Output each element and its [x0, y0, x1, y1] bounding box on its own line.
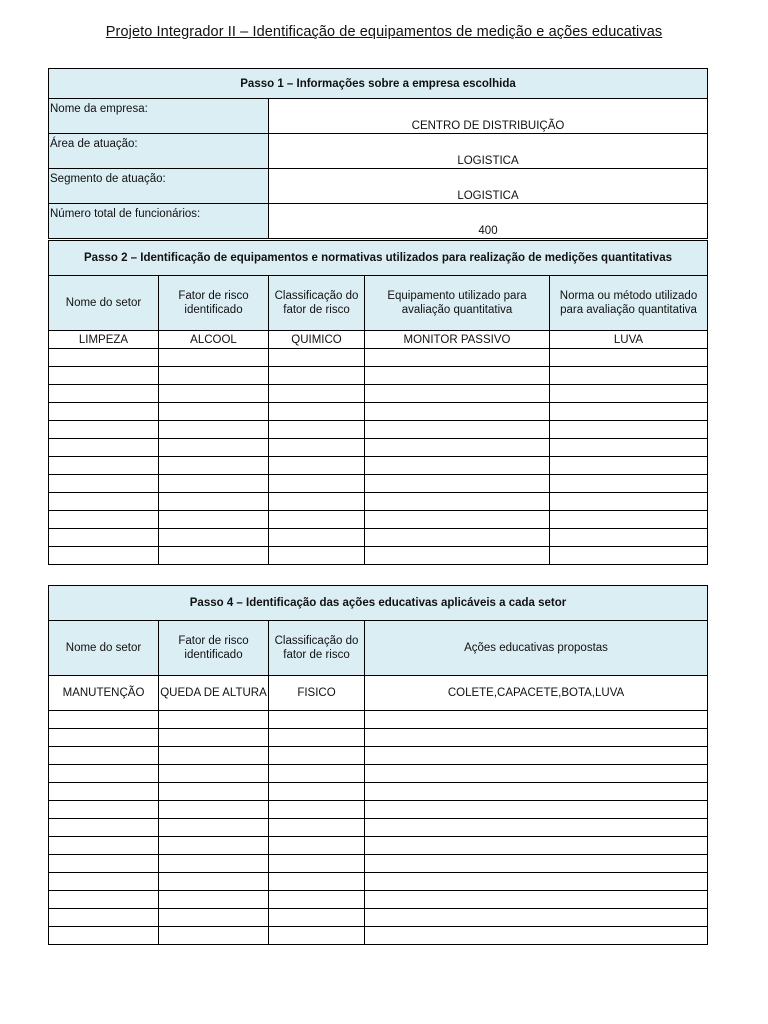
document-title: Projeto Integrador II – Identificação de equipamentos de medição e ações educativas: [105, 24, 663, 40]
empty-cell: [550, 421, 708, 439]
empty-row: [49, 729, 708, 747]
empty-cell: [365, 475, 550, 493]
empty-cell: [550, 493, 708, 511]
empty-cell: [159, 729, 269, 747]
empty-cell: [550, 511, 708, 529]
empty-row: [49, 385, 708, 403]
empty-cell: [159, 891, 269, 909]
empty-row: [49, 421, 708, 439]
empty-cell: [365, 421, 550, 439]
empty-row: [49, 511, 708, 529]
empty-cell: [365, 711, 708, 729]
empty-cell: [269, 747, 365, 765]
table-cell: COLETE,CAPACETE,BOTA,LUVA: [365, 676, 708, 711]
empty-cell: [159, 475, 269, 493]
empty-cell: [550, 385, 708, 403]
empty-cell: [159, 927, 269, 945]
empty-cell: [550, 457, 708, 475]
empty-cell: [365, 367, 550, 385]
empty-cell: [49, 457, 159, 475]
empty-cell: [269, 837, 365, 855]
empty-cell: [365, 511, 550, 529]
empty-rows: [49, 349, 708, 565]
empty-cell: [49, 891, 159, 909]
column-header: Fator de risco identificado: [159, 621, 269, 676]
empty-cell: [159, 873, 269, 891]
empty-row: [49, 927, 708, 945]
company-info-table: [48, 68, 708, 239]
empty-row: [49, 891, 708, 909]
empty-cell: [159, 801, 269, 819]
empty-cell: [49, 711, 159, 729]
empty-cell: [49, 529, 159, 547]
empty-cell: [365, 819, 708, 837]
empty-cell: [159, 837, 269, 855]
empty-cell: [269, 475, 365, 493]
segment-label: Segmento de atuação:: [49, 169, 269, 204]
table-cell: MANUTENÇÃO: [49, 676, 159, 711]
empty-cell: [365, 909, 708, 927]
empty-cell: [365, 765, 708, 783]
empty-cell: [269, 349, 365, 367]
empty-cell: [159, 711, 269, 729]
empty-cell: [550, 439, 708, 457]
empty-cell: [269, 403, 365, 421]
empty-cell: [365, 927, 708, 945]
educational-actions-table: [48, 585, 708, 945]
empty-cell: [269, 385, 365, 403]
empty-row: [49, 711, 708, 729]
empty-row: [49, 837, 708, 855]
empty-cell: [49, 837, 159, 855]
table-cell: ALCOOL: [159, 331, 269, 349]
empty-cell: [159, 747, 269, 765]
empty-cell: [550, 403, 708, 421]
measurement-equipment-table: [48, 240, 708, 565]
empty-cell: [365, 439, 550, 457]
empty-row: [49, 783, 708, 801]
table-row: [49, 676, 708, 711]
empty-cell: [365, 547, 550, 565]
empty-cell: [159, 403, 269, 421]
empty-cell: [49, 403, 159, 421]
empty-row: [49, 367, 708, 385]
table-cell: QUEDA DE ALTURA: [159, 676, 269, 711]
employees-label: Número total de funcionários:: [49, 204, 269, 239]
empty-cell: [49, 475, 159, 493]
empty-cell: [159, 493, 269, 511]
empty-cell: [159, 367, 269, 385]
empty-row: [49, 747, 708, 765]
empty-cell: [159, 547, 269, 565]
empty-cell: [365, 783, 708, 801]
empty-cell: [365, 493, 550, 511]
empty-cell: [159, 421, 269, 439]
empty-cell: [365, 529, 550, 547]
company-name-value: CENTRO DE DISTRIBUIÇÃO: [269, 99, 708, 134]
column-header: Nome do setor: [49, 621, 159, 676]
area-value: LOGISTICA: [269, 134, 708, 169]
column-header: Ações educativas propostas: [365, 621, 708, 676]
employees-value: 400: [269, 204, 708, 239]
empty-cell: [49, 421, 159, 439]
empty-cell: [269, 765, 365, 783]
empty-cell: [49, 367, 159, 385]
company-name-label: Nome da empresa:: [49, 99, 269, 134]
empty-cell: [269, 855, 365, 873]
empty-cell: [49, 547, 159, 565]
empty-row: [49, 493, 708, 511]
empty-cell: [49, 349, 159, 367]
empty-row: [49, 765, 708, 783]
empty-cell: [159, 855, 269, 873]
column-header: Fator de risco identificado: [159, 276, 269, 331]
empty-cell: [550, 475, 708, 493]
passo4-title: Passo 4 – Identificação das ações educativas aplicáveis a cada setor: [49, 586, 708, 621]
empty-cell: [159, 765, 269, 783]
empty-cell: [159, 909, 269, 927]
empty-cell: [269, 927, 365, 945]
empty-cell: [269, 457, 365, 475]
empty-cell: [159, 457, 269, 475]
empty-row: [49, 403, 708, 421]
empty-cell: [365, 729, 708, 747]
empty-cell: [159, 349, 269, 367]
empty-row: [49, 349, 708, 367]
empty-cell: [365, 855, 708, 873]
empty-row: [49, 819, 708, 837]
segment-value: LOGISTICA: [269, 169, 708, 204]
empty-cell: [159, 385, 269, 403]
empty-cell: [159, 439, 269, 457]
empty-cell: [269, 547, 365, 565]
empty-cell: [269, 493, 365, 511]
empty-cell: [269, 909, 365, 927]
empty-cell: [49, 747, 159, 765]
empty-row: [49, 457, 708, 475]
empty-cell: [365, 837, 708, 855]
passo1-title: Passo 1 – Informações sobre a empresa escolhida: [49, 69, 708, 99]
empty-cell: [49, 439, 159, 457]
empty-row: [49, 475, 708, 493]
empty-cell: [159, 819, 269, 837]
empty-cell: [49, 765, 159, 783]
column-header: Norma ou método utilizado para avaliação quantitativa: [550, 276, 708, 331]
empty-row: [49, 855, 708, 873]
empty-cell: [269, 801, 365, 819]
empty-cell: [159, 529, 269, 547]
empty-cell: [550, 367, 708, 385]
empty-cell: [550, 547, 708, 565]
empty-cell: [49, 873, 159, 891]
table-cell: LIMPEZA: [49, 331, 159, 349]
empty-cell: [365, 873, 708, 891]
segment-row: [49, 169, 708, 204]
empty-row: [49, 801, 708, 819]
empty-cell: [49, 855, 159, 873]
empty-cell: [269, 819, 365, 837]
empty-cell: [269, 529, 365, 547]
empty-cell: [49, 729, 159, 747]
area-label: Área de atuação:: [49, 134, 269, 169]
empty-row: [49, 909, 708, 927]
empty-cell: [269, 729, 365, 747]
empty-cell: [159, 783, 269, 801]
empty-cell: [365, 801, 708, 819]
empty-cell: [365, 891, 708, 909]
empty-cell: [269, 421, 365, 439]
column-header: Equipamento utilizado para avaliação quantitativa: [365, 276, 550, 331]
empty-cell: [49, 927, 159, 945]
passo2-title: Passo 2 – Identificação de equipamentos e normativas utilizados para realização de medições quantitativas: [49, 241, 708, 276]
empty-cell: [269, 439, 365, 457]
empty-row: [49, 873, 708, 891]
column-header: Classificação do fator de risco: [269, 276, 365, 331]
empty-cell: [49, 783, 159, 801]
column-header: Nome do setor: [49, 276, 159, 331]
empty-cell: [269, 891, 365, 909]
empty-cell: [365, 747, 708, 765]
area-row: [49, 134, 708, 169]
empty-row: [49, 439, 708, 457]
empty-cell: [159, 511, 269, 529]
empty-cell: [269, 873, 365, 891]
empty-cell: [269, 367, 365, 385]
column-header: Classificação do fator de risco: [269, 621, 365, 676]
empty-cell: [365, 385, 550, 403]
empty-cell: [49, 511, 159, 529]
empty-cell: [49, 909, 159, 927]
table-cell: MONITOR PASSIVO: [365, 331, 550, 349]
empty-cell: [365, 349, 550, 367]
empty-cell: [49, 385, 159, 403]
table-cell: FISICO: [269, 676, 365, 711]
empty-cell: [365, 457, 550, 475]
empty-cell: [269, 711, 365, 729]
empty-row: [49, 529, 708, 547]
empty-cell: [550, 529, 708, 547]
empty-cell: [49, 801, 159, 819]
empty-rows: [49, 711, 708, 945]
company-name-row: [49, 99, 708, 134]
empty-cell: [269, 511, 365, 529]
empty-cell: [365, 403, 550, 421]
empty-cell: [550, 349, 708, 367]
table-row: [49, 331, 708, 349]
employees-row: [49, 204, 708, 239]
table-cell: LUVA: [550, 331, 708, 349]
empty-row: [49, 547, 708, 565]
empty-cell: [49, 493, 159, 511]
empty-cell: [269, 783, 365, 801]
table-cell: QUIMICO: [269, 331, 365, 349]
empty-cell: [49, 819, 159, 837]
